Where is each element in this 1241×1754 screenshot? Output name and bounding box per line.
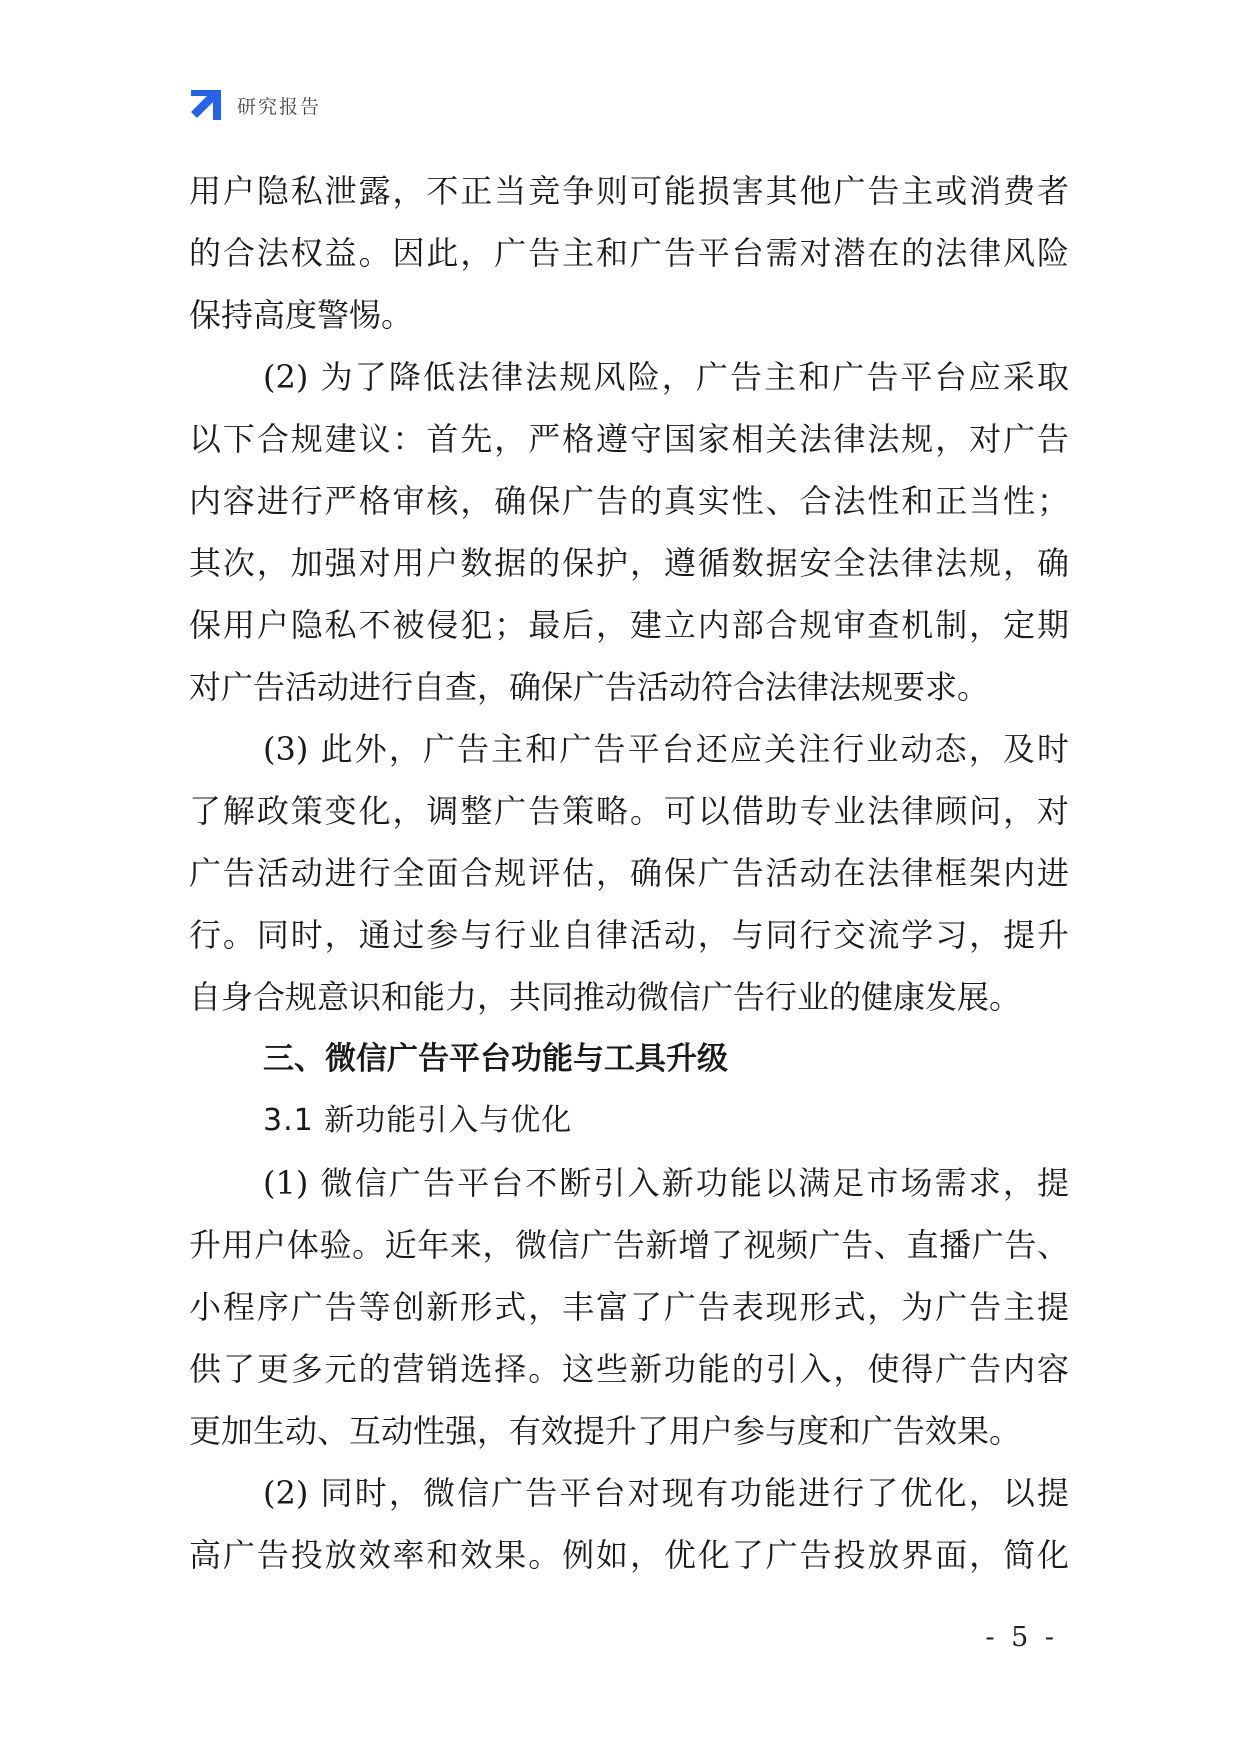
text-line: 的合法权益。因此，广告主和广告平台需对潜在的法律风险 (189, 234, 1069, 272)
document-body (189, 160, 1069, 1586)
paragraph-first-line: (2) 为了降低法律法规风险，广告主和广告平台应采取 (263, 358, 1069, 396)
header-title: 研究报告 (237, 95, 322, 118)
text-line: 高广告投放效率和效果。例如，优化了广告投放界面，简化 (189, 1536, 1069, 1574)
report-logo-icon (189, 88, 223, 122)
paragraph-first-line: (2) 同时，微信广告平台对现有功能进行了优化，以提 (263, 1474, 1069, 1512)
text-line: 小程序广告等创新形式，丰富了广告表现形式，为广告主提 (189, 1288, 1069, 1326)
text-line: 自身合规意识和能力，共同推动微信广告行业的健康发展。 (189, 978, 1022, 1016)
paragraph-first-line: (3) 此外，广告主和广告平台还应关注行业动态，及时 (263, 730, 1069, 768)
text-line: 升用户体验。近年来，微信广告新增了视频广告、直播广告、 (189, 1226, 1069, 1264)
page-header (189, 88, 321, 122)
page-number: - 5 - (985, 1622, 1058, 1653)
text-line: 对广告活动进行自查，确保广告活动符合法律法规要求。 (189, 668, 990, 706)
text-line: 广告活动进行全面合规评估，确保广告活动在法律框架内进 (189, 854, 1069, 892)
text-line: 以下合规建议：首先，严格遵守国家相关法律法规，对广告 (189, 420, 1069, 458)
text-line: 供了更多元的营销选择。这些新功能的引入，使得广告内容 (189, 1350, 1069, 1388)
subsection-heading: 3.1 新功能引入与优化 (263, 1103, 573, 1138)
section-heading: 三、微信广告平台功能与工具升级 (263, 1041, 728, 1077)
text-line: 行。同时，通过参与行业自律活动，与同行交流学习，提升 (189, 916, 1069, 954)
text-line: 保持高度警惕。 (189, 296, 414, 334)
text-line: 了解政策变化，调整广告策略。可以借助专业法律顾问，对 (189, 792, 1069, 830)
text-line: 内容进行严格审核，确保广告的真实性、合法性和正当性； (189, 482, 1069, 520)
text-line: 更加生动、互动性强，有效提升了用户参与度和广告效果。 (189, 1412, 1022, 1450)
text-line: 用户隐私泄露，不正当竞争则可能损害其他广告主或消费者 (189, 172, 1069, 210)
text-line: 保用户隐私不被侵犯；最后，建立内部合规审查机制，定期 (189, 606, 1069, 644)
text-line: 其次，加强对用户数据的保护，遵循数据安全法律法规，确 (189, 544, 1069, 582)
paragraph-first-line: (1) 微信广告平台不断引入新功能以满足市场需求，提 (263, 1164, 1069, 1202)
